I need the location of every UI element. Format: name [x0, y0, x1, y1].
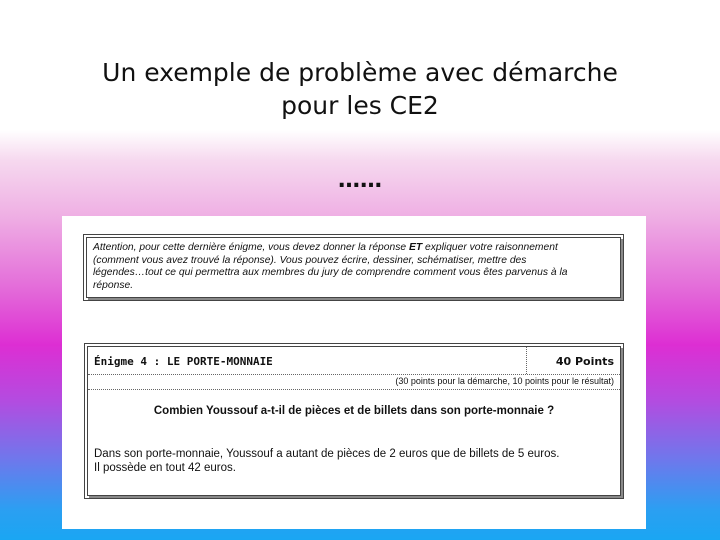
enigme-title: Énigme 4 : LE PORTE-MONNAIE	[94, 355, 273, 368]
instructions-line-3: légendes…tout ce qui permettra aux membres du jury de comprendre comment vous êtes parvenus à la	[93, 267, 568, 279]
enigme-box	[87, 346, 621, 496]
ellipsis-text: ……	[338, 168, 382, 193]
slide-title	[0, 56, 720, 122]
enigme-question: Combien Youssouf a-t-il de pièces et de billets dans son porte-monnaie ?	[153, 405, 555, 417]
document-panel	[62, 216, 646, 529]
enigme-statement	[94, 447, 559, 475]
instructions-line-1-a: Attention, pour cette dernière énigme, vous devez donner la réponse	[93, 242, 409, 253]
instructions-line-1-c: expliquer votre raisonnement	[422, 242, 558, 253]
points-detail: (30 points pour la démarche, 10 points pour le résultat)	[395, 376, 614, 386]
instructions-line-4: réponse.	[93, 279, 134, 291]
points-detail-row	[88, 375, 620, 390]
enigme-header	[88, 347, 620, 375]
instructions-line-1	[93, 242, 614, 255]
header-divider	[526, 347, 527, 374]
instructions-line-2: (comment vous avez trouvé la réponse). Vous pouvez écrire, dessiner, schématiser, mettre des	[93, 254, 527, 266]
instructions-box	[86, 237, 621, 298]
slide-title-line-2: pour les CE2	[281, 91, 439, 120]
slide-title-line-1: Un exemple de problème avec démarche	[102, 58, 618, 87]
statement-line-1: Dans son porte-monnaie, Youssouf a autant de pièces de 2 euros que de billets de 5 euros.	[94, 448, 560, 460]
instructions-emphasis: ET	[408, 242, 423, 253]
enigme-points: 40 Points	[555, 355, 614, 368]
statement-line-2: Il possède en tout 42 euros.	[94, 462, 236, 474]
